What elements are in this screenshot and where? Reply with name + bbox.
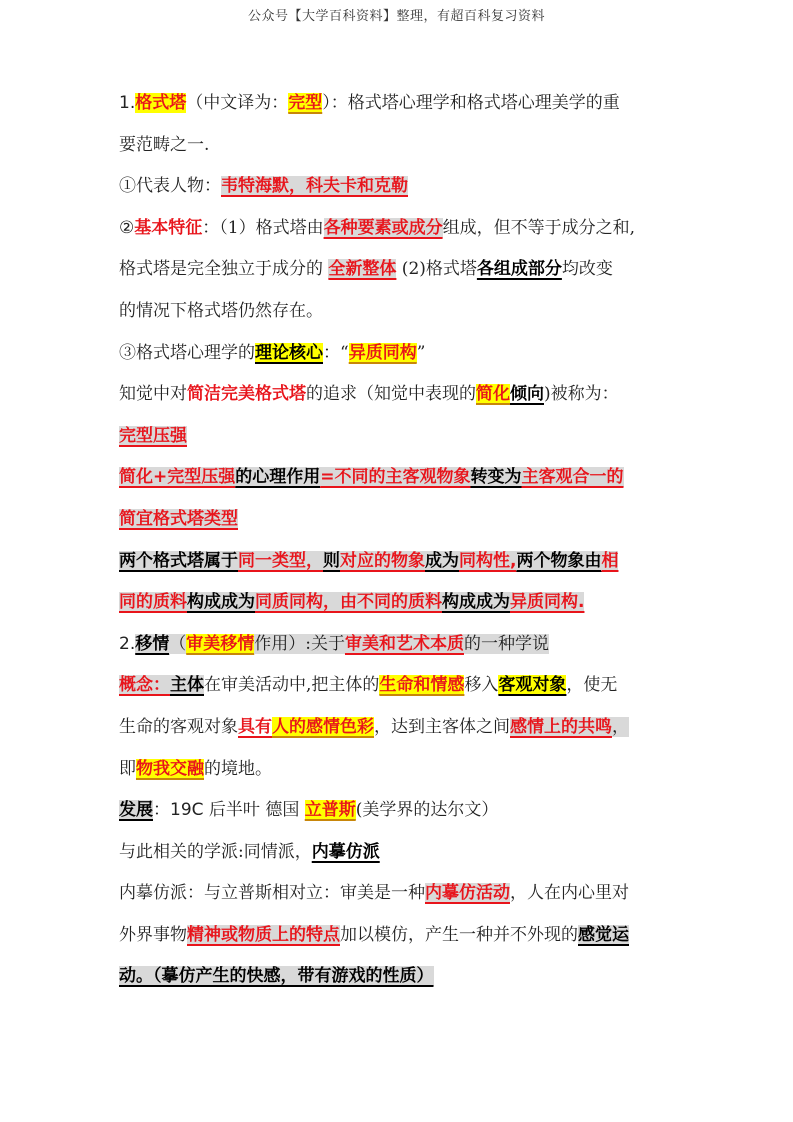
emphasized-text: 基本特征 xyxy=(134,217,203,238)
emphasized-text: 同一类型， xyxy=(238,550,323,571)
text-segment: 要范畴之一. xyxy=(119,134,210,155)
emphasized-text: 对应的物象 xyxy=(340,550,425,571)
emphasized-text: 异质同构. xyxy=(510,592,585,613)
emphasized-text: 精神或物质上的特点 xyxy=(187,924,340,945)
emphasized-text: 的心理作用 xyxy=(235,467,321,488)
text-segment: 知觉中对 xyxy=(119,384,187,405)
emphasized-text: 审美移情 xyxy=(186,633,255,654)
text-segment: ：“ xyxy=(323,342,349,363)
text-line xyxy=(119,624,679,666)
emphasized-text: 两个格式塔属于 xyxy=(119,550,238,571)
emphasized-text: 则 xyxy=(323,550,340,571)
text-segment: 后半叶 德国 xyxy=(203,800,305,821)
emphasized-text: 同质同构，由不同的质料 xyxy=(255,592,442,613)
emphasized-text: 移情 xyxy=(135,633,170,654)
emphasized-text: 主体 xyxy=(170,675,204,696)
emphasized-text: 简宜格式塔类型 xyxy=(119,508,238,529)
text-line xyxy=(119,873,679,915)
text-segment: 1. xyxy=(119,93,136,113)
emphasized-text: 各种要素或成分 xyxy=(323,217,443,238)
emphasized-text: 审美和艺术本质 xyxy=(344,633,464,654)
text-segment: 格式塔是完全独立于成分的 xyxy=(119,259,329,280)
text-line xyxy=(119,333,679,375)
text-segment: ， xyxy=(612,716,629,737)
text-line xyxy=(119,665,679,707)
document-body xyxy=(119,83,679,998)
emphasized-text: 完型压强 xyxy=(119,425,187,446)
text-segment: ③格式塔心理学的 xyxy=(119,342,255,363)
emphasized-text: 概念： xyxy=(119,675,170,696)
emphasized-text: 物我交融 xyxy=(136,758,204,779)
emphasized-text: 生命和情感 xyxy=(379,675,465,696)
text-segment: ，使无 xyxy=(566,675,618,696)
emphasized-text: 成为 xyxy=(425,550,459,571)
text-segment: ）：格式塔心理学和格式塔心理美学的重 xyxy=(322,93,620,113)
emphasized-text: 感情上的共鸣 xyxy=(510,716,612,737)
text-segment: ①代表人物： xyxy=(119,176,221,197)
text-segment: ： xyxy=(153,800,170,821)
text-line xyxy=(119,374,679,416)
text-segment: 与此相关的学派:同情派， xyxy=(119,841,312,862)
text-segment: 即 xyxy=(119,758,136,779)
emphasized-text: 内摹仿派 xyxy=(311,841,380,862)
text-segment: 组成，但不等于成分之和, xyxy=(442,217,635,238)
text-segment: 在审美活动中,把主体的 xyxy=(204,675,380,696)
text-segment: 的一种学说 xyxy=(463,633,549,654)
emphasized-text: 同构性, xyxy=(459,550,517,571)
text-line xyxy=(119,541,679,583)
text-line xyxy=(119,416,679,458)
text-segment: 加以模仿，产生一种并不外现的 xyxy=(340,924,578,945)
text-segment: (美学界的达尔文） xyxy=(355,800,499,821)
emphasized-text: 简化 xyxy=(476,384,510,405)
text-line xyxy=(119,707,679,749)
emphasized-text: 人的感情色彩 xyxy=(272,716,374,737)
emphasized-text: 格式塔 xyxy=(135,93,187,113)
text-line xyxy=(119,582,679,624)
text-segment: ② xyxy=(119,217,135,238)
text-segment: 的境地。 xyxy=(204,758,272,779)
text-segment: ，达到主客体之间 xyxy=(374,716,510,737)
emphasized-text: 同的质料 xyxy=(119,592,187,613)
text-line xyxy=(119,832,679,874)
text-segment: （ xyxy=(169,633,187,654)
emphasized-text: 简化+完型压强 xyxy=(119,467,236,488)
text-segment: )被称为： xyxy=(544,384,619,405)
emphasized-text: 转变为 xyxy=(470,467,522,488)
emphasized-text: 理论核心 xyxy=(255,342,323,363)
text-line xyxy=(119,83,679,125)
emphasized-text: 异质同构 xyxy=(348,342,417,363)
text-segment: 19C xyxy=(170,800,204,821)
text-line xyxy=(119,457,679,499)
text-line xyxy=(119,291,679,333)
text-line xyxy=(119,208,679,250)
emphasized-text: 全新整体 xyxy=(328,259,397,280)
emphasized-text: 构成成为 xyxy=(187,592,255,613)
emphasized-text: 构成成为 xyxy=(442,592,510,613)
emphasized-text: 倾向 xyxy=(510,384,544,405)
text-line xyxy=(119,249,679,291)
emphasized-text: 简洁完美格式塔 xyxy=(187,384,306,405)
emphasized-text: 客观对象 xyxy=(498,675,567,696)
emphasized-text: 发展 xyxy=(119,800,153,821)
emphasized-text: 内摹仿活动 xyxy=(425,883,510,904)
emphasized-text: 各组成部分 xyxy=(476,259,562,280)
emphasized-text: 具有 xyxy=(238,716,272,737)
emphasized-text: 完型 xyxy=(288,93,323,113)
text-line xyxy=(119,915,679,957)
text-segment: 内摹仿派：与立普斯相对立：审美是一种 xyxy=(119,883,425,904)
emphasized-text: 相 xyxy=(601,550,619,571)
text-line xyxy=(119,790,679,832)
emphasized-text: 动。（摹仿产生的快感，带有游戏的性质） xyxy=(119,966,434,987)
page-header: 公众号【大学百科资料】整理，有超百科复习资料 xyxy=(247,9,545,24)
emphasized-text: 主客观合一的 xyxy=(521,467,624,488)
text-segment: 的情况下格式塔仍然存在。 xyxy=(119,300,323,321)
text-segment: 移入 xyxy=(464,675,499,696)
emphasized-text: 两个物象由 xyxy=(516,550,602,571)
emphasized-text: 立普斯 xyxy=(304,800,356,821)
text-segment: （中文译为： xyxy=(186,93,289,113)
emphasized-text: 韦特海默，科夫卡和克勒 xyxy=(221,176,408,197)
text-segment: ：（1）格式塔由 xyxy=(202,217,324,238)
text-segment: 2. xyxy=(119,633,136,654)
text-segment: ，人在内心里对 xyxy=(510,883,629,904)
text-line xyxy=(119,166,679,208)
text-line xyxy=(119,956,679,998)
emphasized-text: =不同的主客观物象 xyxy=(320,467,471,488)
text-segment: 的追求（知觉中表现的 xyxy=(306,384,476,405)
text-segment: 外界事物 xyxy=(119,924,187,945)
emphasized-text: 感觉运 xyxy=(578,924,629,945)
text-segment: 作用）:关于 xyxy=(254,633,345,654)
text-line xyxy=(119,749,679,791)
text-segment: (2)格式塔 xyxy=(396,259,477,280)
text-segment: 生命的客观对象 xyxy=(119,716,238,737)
text-line xyxy=(119,125,679,167)
text-segment: 均改变 xyxy=(561,259,613,280)
text-line xyxy=(119,499,679,541)
text-segment: ” xyxy=(416,342,426,363)
